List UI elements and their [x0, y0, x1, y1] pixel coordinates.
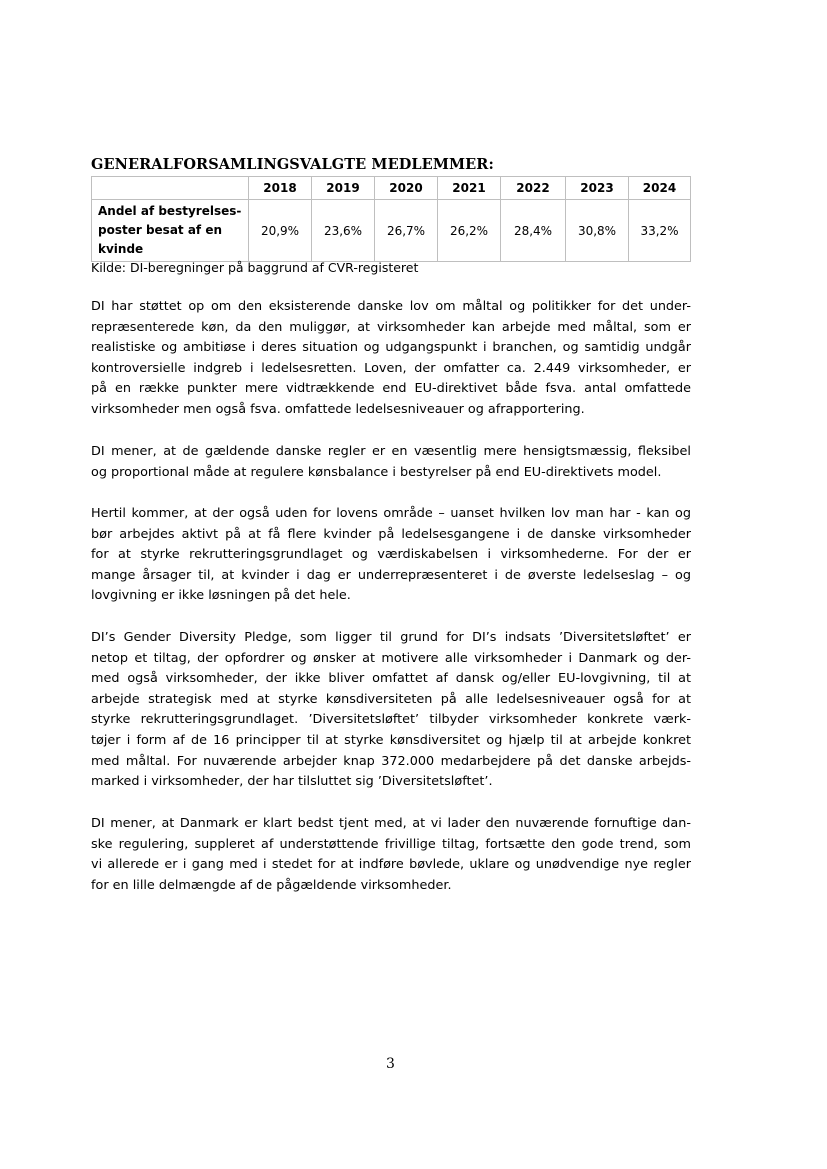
- text-line: med måltal. For nuværende arbejder knap 372.000 medarbejdere på det danske arbejds-: [91, 753, 691, 769]
- table-cell: 23,6%: [312, 200, 375, 262]
- text-line: DI mener, at de gældende danske regler er en væsentlig mere hensigtsmæssig, fleksibel: [91, 444, 691, 459]
- table-cell: 30,8%: [566, 200, 629, 262]
- section-heading: GENERALFORSAMLINGSVALGTE MEDLEMMER:: [91, 156, 494, 173]
- paragraph-3: [91, 504, 691, 607]
- page-number: 3: [386, 1056, 395, 1072]
- text-line: arbejde strategisk med at styrke kønsdiversiteten på alle ledelsesniveauer også for at: [91, 691, 691, 707]
- table-corner-cell: [92, 177, 249, 200]
- text-line: lovgivning er ikke løsningen på det hele.: [91, 588, 351, 604]
- text-line: marked i virksomheder, der har tilsluttet sig ’Diversitetsløftet’.: [91, 774, 493, 790]
- year-header: 2021: [438, 177, 501, 200]
- table-cell: 20,9%: [249, 200, 312, 262]
- text-line: netop et tiltag, der opfordrer og ønsker at motivere alle virksomheder i Danmark og der-: [91, 650, 691, 666]
- row-label-line: Andel af bestyrelses-: [98, 204, 242, 218]
- text-line: Hertil kommer, at der også uden for lovens område – uanset hvilken lov man har - kan og: [91, 506, 691, 521]
- text-line: og proportional måde at regulere kønsbalance i bestyrelser på end EU-direktivets model.: [91, 464, 662, 480]
- paragraph-5: [91, 814, 691, 896]
- board-share-table: [91, 176, 691, 262]
- text-line: DI mener, at Danmark er klart bedst tjent med, at vi lader den nuværende fornuftige dan-: [91, 816, 691, 831]
- year-header: 2024: [629, 177, 691, 200]
- table-cell: 26,7%: [375, 200, 438, 262]
- text-line: repræsenterede køn, da den muliggør, at virksomheder kan arbejde med måltal, som er: [91, 319, 691, 335]
- text-line: på en række punkter mere vidtrækkende end EU-direktivet både fsva. antal omfattede: [91, 381, 691, 397]
- table-cell: 28,4%: [501, 200, 566, 262]
- table-cell: 26,2%: [438, 200, 501, 262]
- table-header-row: [92, 177, 691, 200]
- year-header: 2020: [375, 177, 438, 200]
- paragraph-1: [91, 297, 691, 421]
- text-line: for en lille delmængde af de pågældende virksomheder.: [91, 877, 452, 893]
- text-line: DI’s Gender Diversity Pledge, som ligger til grund for DI’s indsats ’Diversitetsløftet’ er: [91, 630, 691, 645]
- paragraph-2: [91, 442, 691, 483]
- year-header: 2023: [566, 177, 629, 200]
- text-line: bør arbejdes aktivt på at få flere kvinder på ledelsesgangene i de danske virksomheder: [91, 526, 691, 542]
- text-line: tøjer i form af de 16 principper til at styrke kønsdiversitet og hjælp til at arbejde konkret: [91, 732, 691, 748]
- table-source-note: Kilde: DI-beregninger på baggrund af CVR-registeret: [91, 260, 419, 275]
- text-line: med også virksomheder, der ikke bliver omfattet af dansk og/eller EU-lovgivning, til at: [91, 671, 691, 687]
- text-line: for at styrke rekrutteringsgrundlaget og værdiskabelsen i virksomhederne. For der er: [91, 547, 691, 563]
- row-label-line: poster besat af en: [98, 223, 223, 237]
- year-header: 2022: [501, 177, 566, 200]
- text-line: DI har støttet op om den eksisterende danske lov om måltal og politikker for det under-: [91, 299, 691, 314]
- paragraph-4: [91, 628, 691, 793]
- year-header: 2018: [249, 177, 312, 200]
- text-line: realistiske og ambitiøse i deres situation og udgangspunkt i branchen, og samtidig undgår: [91, 340, 691, 356]
- table-cell: 33,2%: [629, 200, 691, 262]
- table-row: [92, 200, 691, 262]
- text-line: virksomheder men også fsva. omfattede ledelsesniveauer og afrapportering.: [91, 401, 585, 417]
- text-line: ske regulering, suppleret af understøttende frivillige tiltag, fortsætte den gode trend, som: [91, 836, 691, 852]
- year-header: 2019: [312, 177, 375, 200]
- row-label: [92, 200, 249, 262]
- text-line: kontroversielle indgreb i ledelsesretten. Loven, der omfatter ca. 2.449 virksomheder, er: [91, 360, 691, 376]
- text-line: vi allerede er i gang med i stedet for at indføre bøvlede, uklare og unødvendige nye regler: [91, 857, 691, 873]
- row-label-line: kvinde: [98, 242, 144, 256]
- text-line: styrke rekrutteringsgrundlaget. ’Diversitetsløftet’ tilbyder virksomheder konkrete værk-: [91, 712, 691, 728]
- text-line: mange årsager til, at kvinder i dag er underrepræsenteret i de øverste ledelseslag – og: [91, 567, 691, 583]
